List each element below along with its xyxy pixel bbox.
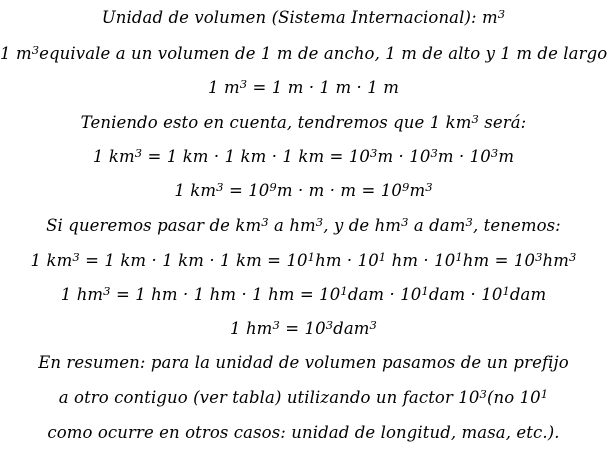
- text-run: dam · 10: [428, 285, 503, 304]
- cubic-meter-definition: [0, 43, 607, 65]
- exponent: 1: [378, 249, 387, 264]
- text-run: hm · 10: [315, 251, 379, 270]
- text-run: = 10: [223, 181, 270, 200]
- text-run: Unidad de volumen (Sistema Internacional): m: [101, 8, 498, 27]
- exponent: 1: [421, 283, 429, 298]
- text-run: = 1 km · 1 km · 1 km = 10: [79, 251, 308, 270]
- text-run: = 10: [279, 319, 326, 338]
- exponent: 3: [72, 249, 80, 264]
- text-run: será:: [478, 113, 527, 132]
- summary-line-3: [0, 422, 607, 444]
- text-run: = 1 m · 1 m · 1 m: [247, 78, 399, 97]
- exponent: 3: [465, 214, 473, 229]
- text-run: dam: [509, 285, 547, 304]
- exponent: 3: [261, 214, 269, 229]
- volume-unit-heading: [0, 7, 607, 29]
- exponent: 1: [455, 249, 463, 264]
- exponent: 3: [216, 179, 224, 194]
- text-run: m: [498, 147, 515, 166]
- exponent: 3: [497, 6, 506, 21]
- exponent: 3: [134, 145, 143, 160]
- text-run: 1 hm: [60, 285, 104, 304]
- cubic-meter-equation: [0, 77, 607, 99]
- text-run: dam: [333, 319, 370, 338]
- exponent: 9: [401, 179, 410, 194]
- text-run: dam · 10: [347, 285, 422, 304]
- exponent: 3: [430, 145, 438, 160]
- hm3-to-dam3-result: [0, 318, 607, 340]
- text-run: , y de hm: [323, 216, 402, 235]
- exponent: 3: [103, 283, 111, 298]
- text-run: m: [409, 181, 426, 200]
- exponent: 3: [471, 111, 479, 126]
- text-run: como ocurre en otros casos: unidad de longitud, masa, etc.).: [47, 423, 560, 442]
- exponent: 3: [569, 249, 577, 264]
- exponent: 3: [490, 145, 499, 160]
- exponent: 3: [369, 317, 377, 332]
- text-run: hm · 10: [386, 251, 456, 270]
- exponent: 3: [315, 214, 324, 229]
- text-run: Si queremos pasar de km: [46, 216, 262, 235]
- text-run: = 1 hm · 1 hm · 1 hm = 10: [110, 285, 341, 304]
- exponent: 9: [269, 179, 277, 194]
- text-run: (no 10: [486, 388, 541, 407]
- conversion-intro: [0, 215, 607, 237]
- exponent: 3: [31, 42, 40, 57]
- km3-to-hm3-equation: [0, 250, 607, 272]
- text-run: 1 m: [0, 44, 32, 63]
- exponent: 1: [502, 283, 510, 298]
- text-run: a dam: [408, 216, 466, 235]
- text-run: hm: [542, 251, 569, 270]
- text-run: a otro contiguo (ver tabla) utilizando un factor 10: [58, 388, 480, 407]
- text-run: 1 km: [30, 251, 73, 270]
- text-run: 1 km: [92, 147, 135, 166]
- text-run: = 1 km · 1 km · 1 km = 10: [142, 147, 371, 166]
- exponent: 1: [307, 249, 316, 264]
- text-run: m · 10: [377, 147, 431, 166]
- exponent: 3: [272, 317, 280, 332]
- summary-line-1: [0, 352, 607, 374]
- hm3-to-dam3-expansion: [0, 284, 607, 306]
- text-run: , tenemos:: [472, 216, 561, 235]
- exponent: 3: [325, 317, 334, 332]
- text-run: m · 10: [437, 147, 491, 166]
- text-run: En resumen: para la unidad de volumen pasamos de un prefijo: [38, 353, 569, 372]
- text-run: a hm: [268, 216, 316, 235]
- exponent: 3: [479, 386, 487, 401]
- text-run: Teniendo esto en cuenta, tendremos que 1 km: [80, 113, 472, 132]
- text-run: hm = 10: [462, 251, 536, 270]
- text-run: 1 m: [208, 78, 240, 97]
- exponent: 3: [535, 249, 543, 264]
- cubic-kilometer-intro: [0, 112, 607, 134]
- cubic-kilometer-result: [0, 180, 607, 202]
- text-run: equivale a un volumen de 1 m de ancho, 1 m de alto y 1 m de largo: [39, 44, 607, 63]
- cubic-kilometer-expansion: [0, 146, 607, 168]
- exponent: 3: [401, 214, 409, 229]
- exponent: 1: [540, 386, 549, 401]
- text-run: 1 hm: [230, 319, 273, 338]
- text-run: 1 km: [174, 181, 217, 200]
- exponent: 3: [239, 76, 248, 91]
- exponent: 1: [340, 283, 348, 298]
- exponent: 3: [370, 145, 378, 160]
- text-run: m · m · m = 10: [276, 181, 402, 200]
- summary-line-2: [0, 387, 607, 409]
- exponent: 3: [425, 179, 433, 194]
